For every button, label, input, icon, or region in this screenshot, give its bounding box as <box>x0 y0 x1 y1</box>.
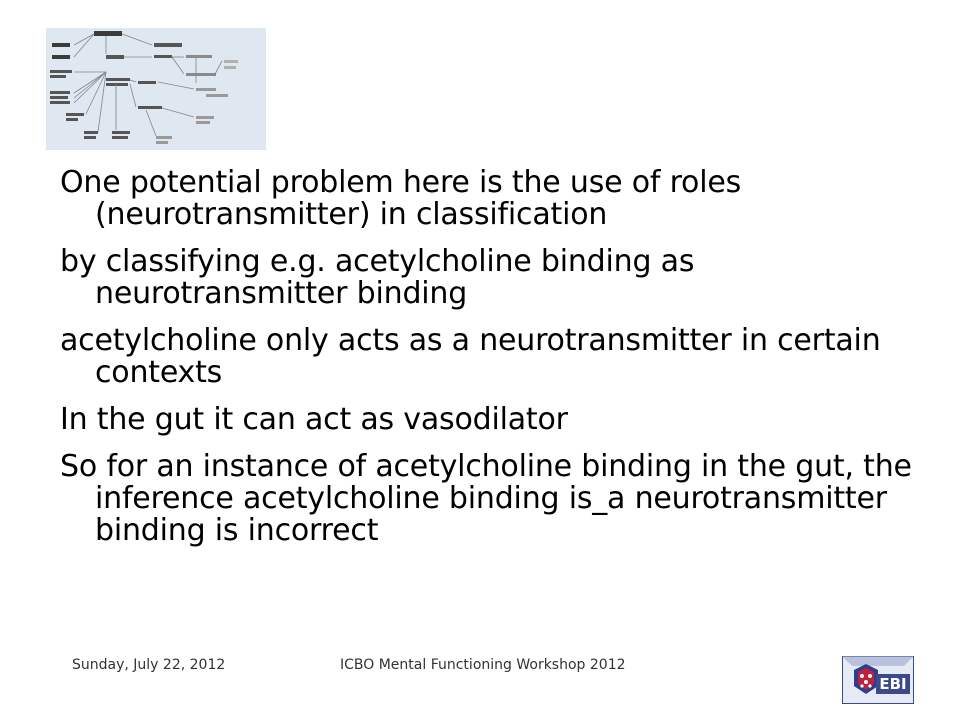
dna-metabolism-diagram-thumbnail <box>46 28 266 150</box>
ebi-logo <box>842 656 914 704</box>
diagram-graphic <box>46 28 266 150</box>
slide-body <box>60 167 920 562</box>
bullet-roles-problem: One potential problem here is the use of roles (neurotransmitter) in classification <box>60 165 742 232</box>
ebi-logo-text: EBI <box>879 675 907 693</box>
footer-date: Sunday, July 22, 2012 <box>72 657 226 673</box>
bullet-gut-vasodilator: In the gut it can act as vasodilator <box>60 402 568 437</box>
bullet-incorrect-inference: So for an instance of acetylcholine binding in the gut, the inference acetylcholine binding is_a neurotransmitter binding is incorrect <box>60 449 912 548</box>
footer-title: ICBO Mental Functioning Workshop 2012 <box>340 657 626 673</box>
bullet-classifying-example: by classifying e.g. acetylcholine binding as neurotransmitter binding <box>60 244 695 311</box>
ebi-logo-graphic <box>842 656 914 704</box>
bullet-context-dependence: acetylcholine only acts as a neurotransmitter in certain contexts <box>60 323 881 390</box>
